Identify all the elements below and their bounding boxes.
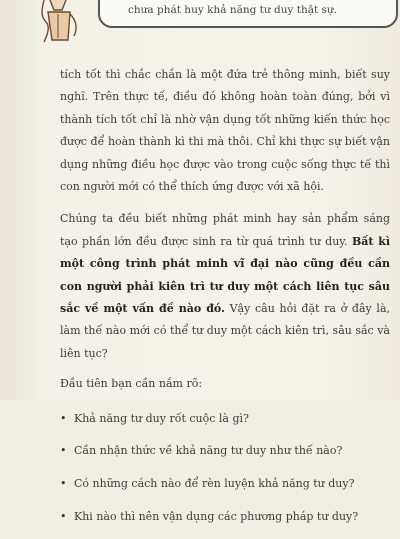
- question-text: Khi nào thì nên vận dụng các phương pháp tư duy?: [74, 510, 359, 524]
- paragraph-1: tích tốt thì chắc chắn là một đứa trẻ thông minh, biết suy nghĩ. Trên thực tế, điều đó không hoàn toàn đúng, bởi vì thành tích tốt chỉ là nhờ vận dụng tốt những kiến thức học được để hoàn thành kì thi mà thôi. Chỉ khi thực sự biết vận dụng những điều học được vào trong cuộc sống thực tế thì con người mới có thể thích ứng được với xã hội.: [60, 68, 390, 194]
- list-item: [60, 408, 390, 430]
- speech-bubble-text: chưa phát huy khả năng tư duy thật sự.: [128, 4, 338, 16]
- list-item: [60, 506, 390, 528]
- paragraph-2: [60, 208, 390, 365]
- paragraph-2-start: Chúng ta đều biết những phát minh hay sản phẩm sáng tạo phần lớn đều được sinh ra từ quá trình tư duy.: [60, 212, 390, 248]
- paragraph-2-end: Vậy câu hỏi đặt ra ở đây là, làm thế nào mới có thể tư duy một cách kiên trì, sâu sắc và liên tục?: [60, 302, 390, 360]
- list-item: [60, 440, 390, 462]
- paragraph-2-bold: Bất kì một công trình phát minh vĩ đại nào cũng đều cần con người phải kiên trì tư duy một cách liên tục sâu sắc về một vấn đề nào đó.: [60, 234, 391, 316]
- questions-intro: Đầu tiên bạn cần nắm rõ:: [60, 377, 203, 391]
- bullet-icon: •: [60, 411, 67, 425]
- page-content: [60, 64, 390, 539]
- list-item: [60, 473, 390, 495]
- bullet-icon: •: [60, 444, 67, 458]
- question-text: Có những cách nào để rèn luyện khả năng tư duy?: [74, 477, 355, 491]
- cartoon-figure-illustration: [36, 0, 82, 44]
- question-text: Khả năng tư duy rốt cuộc là gì?: [74, 411, 249, 425]
- questions-list: [60, 408, 390, 529]
- question-text: Cần nhận thức về khả năng tư duy như thế nào?: [74, 444, 343, 458]
- bullet-icon: •: [60, 477, 67, 491]
- bullet-icon: •: [60, 510, 67, 524]
